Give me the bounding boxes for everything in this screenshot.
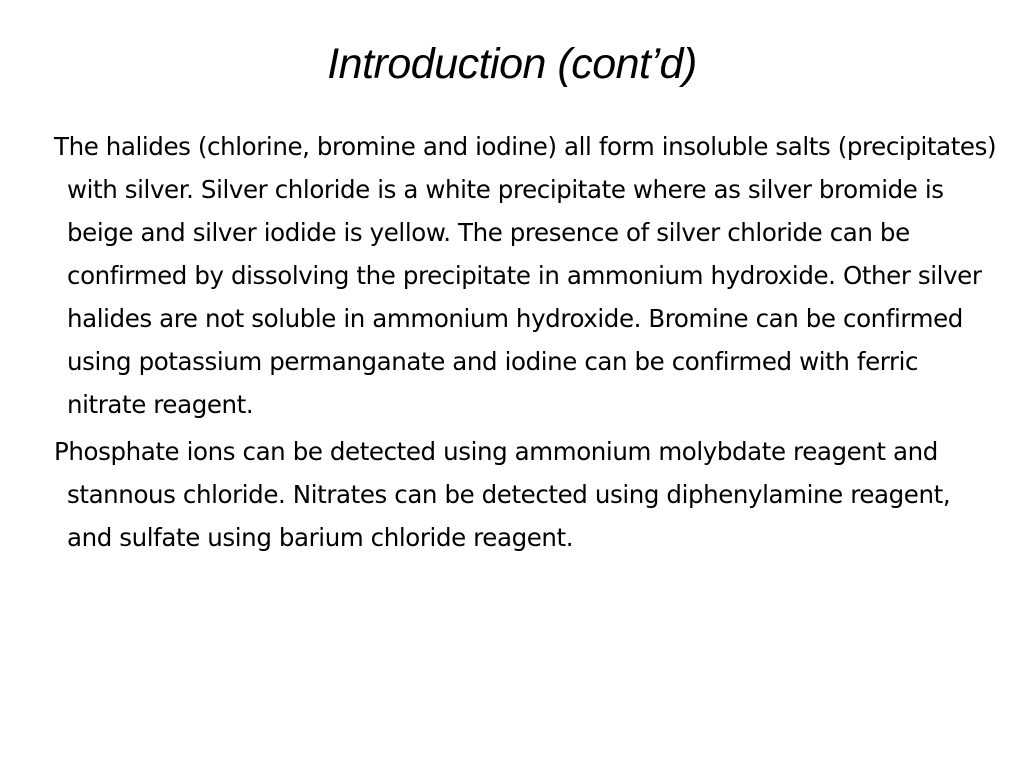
slide-body bbox=[54, 125, 999, 563]
paragraph-halides: The halides (chlorine, bromine and iodine) all form insoluble salts (precipitates) with silver. Silver chloride is a white precipitate where as silver bromide is beige and silver iodide is yellow. The presence of silver chloride can be confirmed by dissolving the precipitate in ammonium hydroxide. Other silver halides are not soluble in ammonium hydroxide. Bromine can be confirmed using potassium permanganate and iodine can be confirmed with ferric nitrate reagent. bbox=[54, 132, 997, 419]
slide-title: Introduction (cont’d) bbox=[327, 40, 697, 88]
paragraph-phosphate-nitrate-sulfate: Phosphate ions can be detected using ammonium molybdate reagent and stannous chloride. Nitrates can be detected using diphenylamine reagent, and sulfate using barium chloride reagent. bbox=[54, 437, 951, 552]
